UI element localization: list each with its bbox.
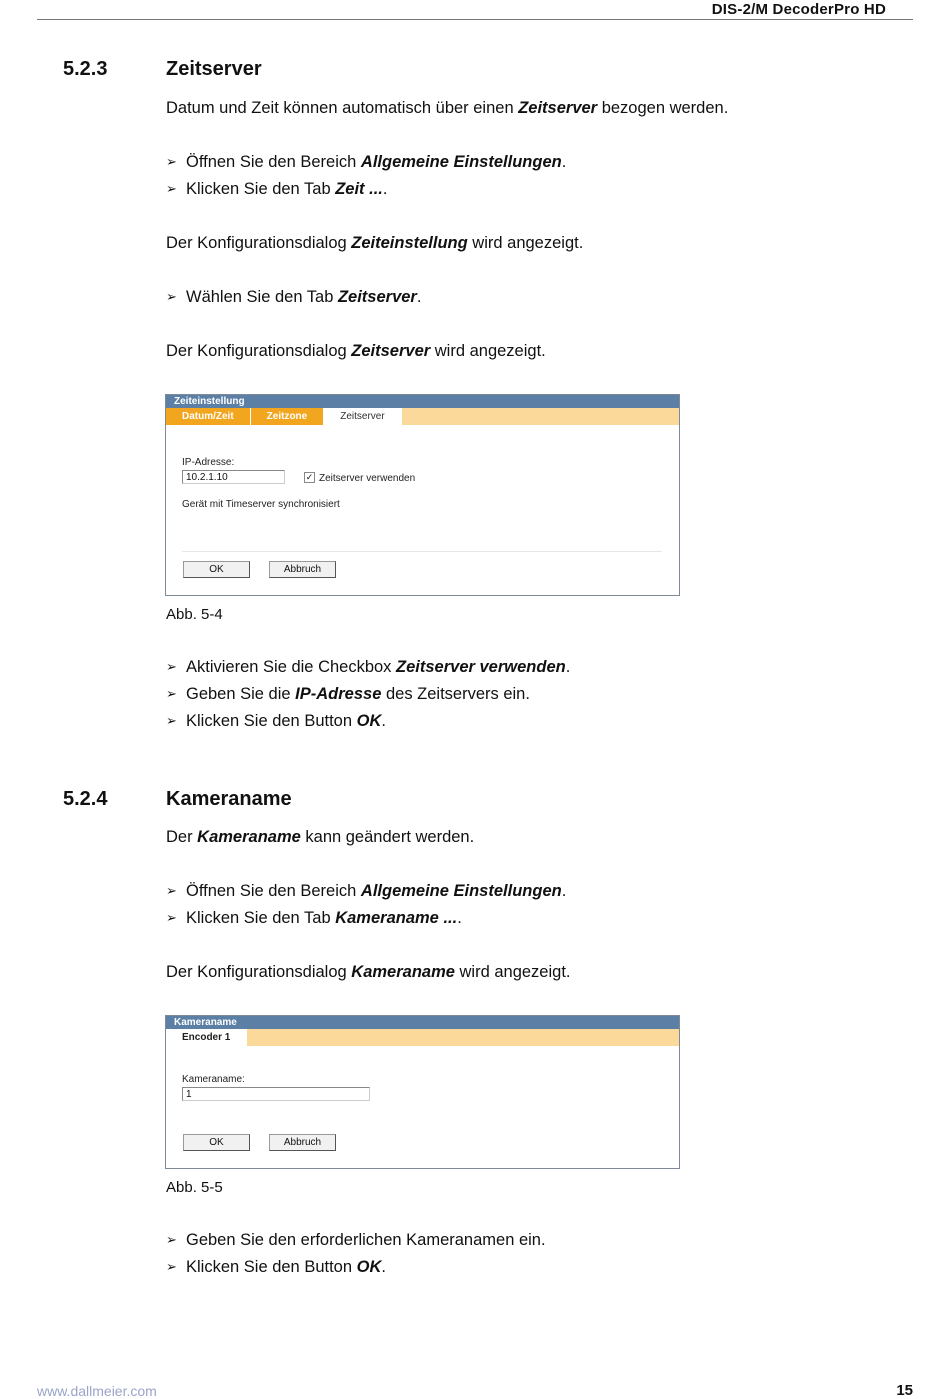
text: wird angezeigt. bbox=[430, 342, 546, 360]
text: Aktivieren Sie die Checkbox bbox=[186, 658, 397, 676]
text: . bbox=[565, 658, 571, 676]
text: des Zeitservers ein. bbox=[381, 685, 530, 703]
section-number-kameraname: 5.2.4 bbox=[63, 788, 108, 810]
text: Klicken Sie den Tab bbox=[186, 909, 336, 927]
text: . bbox=[561, 153, 567, 171]
emphasis: Allgemeine Einstellungen bbox=[360, 882, 562, 900]
divider bbox=[182, 551, 662, 552]
text: Der bbox=[166, 828, 198, 846]
text: kann geändert werden. bbox=[300, 828, 475, 846]
ip-address-label: IP-Adresse: bbox=[182, 457, 235, 468]
step-click-ok-2 bbox=[166, 1258, 386, 1277]
emphasis: Zeit ... bbox=[335, 180, 383, 198]
section-title-kameraname: Kameraname bbox=[166, 788, 292, 810]
section-number-zeitserver: 5.2.3 bbox=[63, 58, 108, 80]
text: wird angezeigt. bbox=[454, 963, 571, 981]
step-activate-checkbox bbox=[166, 658, 570, 677]
emphasis: Kameraname bbox=[197, 828, 301, 846]
paragraph-kameraname-dialog-shown bbox=[166, 963, 571, 982]
paragraph-kameraname-intro bbox=[166, 828, 474, 847]
step-enter-ip bbox=[166, 685, 530, 704]
cancel-button[interactable]: Abbruch bbox=[269, 561, 336, 578]
step-open-settings bbox=[166, 153, 566, 172]
text: Wählen Sie den Tab bbox=[186, 288, 338, 306]
ok-button[interactable]: OK bbox=[183, 1134, 250, 1151]
emphasis: Zeitserver bbox=[351, 342, 431, 360]
text: . bbox=[381, 712, 386, 730]
arrow-bullet-icon: ➢ bbox=[166, 883, 177, 898]
dialog-title: Kameraname bbox=[166, 1016, 679, 1029]
arrow-bullet-icon: ➢ bbox=[166, 289, 177, 304]
tab-datum-zeit[interactable]: Datum/Zeit bbox=[166, 408, 251, 425]
text: Öffnen Sie den Bereich bbox=[186, 153, 361, 171]
figure-caption-5-4: Abb. 5-4 bbox=[166, 606, 223, 623]
emphasis: IP-Adresse bbox=[295, 685, 382, 703]
section-title-zeitserver: Zeitserver bbox=[166, 58, 262, 80]
page-number: 15 bbox=[896, 1382, 913, 1399]
tab-zeitzone[interactable]: Zeitzone bbox=[251, 408, 325, 425]
dialog-title: Zeiteinstellung bbox=[166, 395, 679, 408]
checkmark-icon: ✓ bbox=[305, 472, 314, 482]
text: Geben Sie die bbox=[186, 685, 296, 703]
footer-url[interactable]: www.dallmeier.com bbox=[37, 1383, 157, 1399]
kameraname-input[interactable]: 1 bbox=[182, 1087, 370, 1101]
arrow-bullet-icon: ➢ bbox=[166, 1232, 177, 1247]
tab-bar bbox=[166, 1029, 679, 1046]
text: Öffnen Sie den Bereich bbox=[186, 882, 361, 900]
zeitserver-checkbox-label: Zeitserver verwenden bbox=[319, 473, 416, 484]
arrow-bullet-icon: ➢ bbox=[166, 659, 177, 674]
text: Klicken Sie den Button bbox=[186, 1258, 357, 1276]
emphasis: Zeitserver verwenden bbox=[396, 658, 566, 676]
emphasis: OK bbox=[356, 712, 382, 730]
text: Klicken Sie den Button bbox=[186, 712, 357, 730]
text: Datum und Zeit können automatisch über einen bbox=[166, 99, 519, 117]
document-title: DIS-2/M DecoderPro HD bbox=[711, 1, 886, 18]
arrow-bullet-icon: ➢ bbox=[166, 713, 177, 728]
arrow-bullet-icon: ➢ bbox=[166, 181, 177, 196]
zeitserver-checkbox[interactable] bbox=[304, 472, 315, 483]
ip-address-input[interactable]: 10.2.1.10 bbox=[182, 470, 285, 484]
sync-status-text: Gerät mit Timeserver synchronisiert bbox=[182, 499, 340, 510]
header-rule bbox=[37, 19, 913, 20]
text: bezogen werden. bbox=[597, 99, 729, 117]
emphasis: Allgemeine Einstellungen bbox=[360, 153, 562, 171]
text: . bbox=[416, 288, 422, 306]
step-open-settings-2 bbox=[166, 882, 566, 901]
text: Geben Sie den erforderlichen Kameranamen ein. bbox=[186, 1231, 546, 1249]
text: Der Konfigurationsdialog bbox=[166, 234, 352, 252]
arrow-bullet-icon: ➢ bbox=[166, 686, 177, 701]
step-enter-camera-name bbox=[166, 1231, 546, 1250]
emphasis: Kameraname ... bbox=[335, 909, 458, 927]
arrow-bullet-icon: ➢ bbox=[166, 1259, 177, 1274]
zeiteinstellung-dialog bbox=[165, 394, 680, 596]
text: . bbox=[382, 180, 388, 198]
tab-zeitserver[interactable]: Zeitserver bbox=[324, 408, 401, 425]
emphasis: Zeitserver bbox=[518, 99, 598, 117]
text: Der Konfigurationsdialog bbox=[166, 963, 352, 981]
text: . bbox=[381, 1258, 386, 1276]
emphasis: Zeiteinstellung bbox=[351, 234, 468, 252]
text: Klicken Sie den Tab bbox=[186, 180, 336, 198]
cancel-button[interactable]: Abbruch bbox=[269, 1134, 336, 1151]
paragraph-intro bbox=[166, 99, 728, 118]
kameraname-label: Kameraname: bbox=[182, 1074, 245, 1085]
paragraph-dialog-zeitserver-shown bbox=[166, 342, 546, 361]
arrow-bullet-icon: ➢ bbox=[166, 910, 177, 925]
emphasis: OK bbox=[356, 1258, 382, 1276]
paragraph-dialog-shown bbox=[166, 234, 583, 253]
arrow-bullet-icon: ➢ bbox=[166, 154, 177, 169]
text: Der Konfigurationsdialog bbox=[166, 342, 352, 360]
text: wird angezeigt. bbox=[467, 234, 584, 252]
kameraname-dialog bbox=[165, 1015, 680, 1169]
step-click-tab-zeit bbox=[166, 180, 387, 199]
step-click-ok bbox=[166, 712, 386, 731]
tab-bar bbox=[166, 408, 679, 425]
emphasis: Zeitserver bbox=[337, 288, 417, 306]
text: . bbox=[561, 882, 567, 900]
tab-encoder-1[interactable]: Encoder 1 bbox=[166, 1029, 247, 1046]
ok-button[interactable]: OK bbox=[183, 561, 250, 578]
step-click-tab-kameraname bbox=[166, 909, 462, 928]
text: . bbox=[457, 909, 462, 927]
step-select-tab-zeitserver bbox=[166, 288, 421, 307]
emphasis: Kameraname bbox=[351, 963, 455, 981]
figure-caption-5-5: Abb. 5-5 bbox=[166, 1179, 223, 1196]
